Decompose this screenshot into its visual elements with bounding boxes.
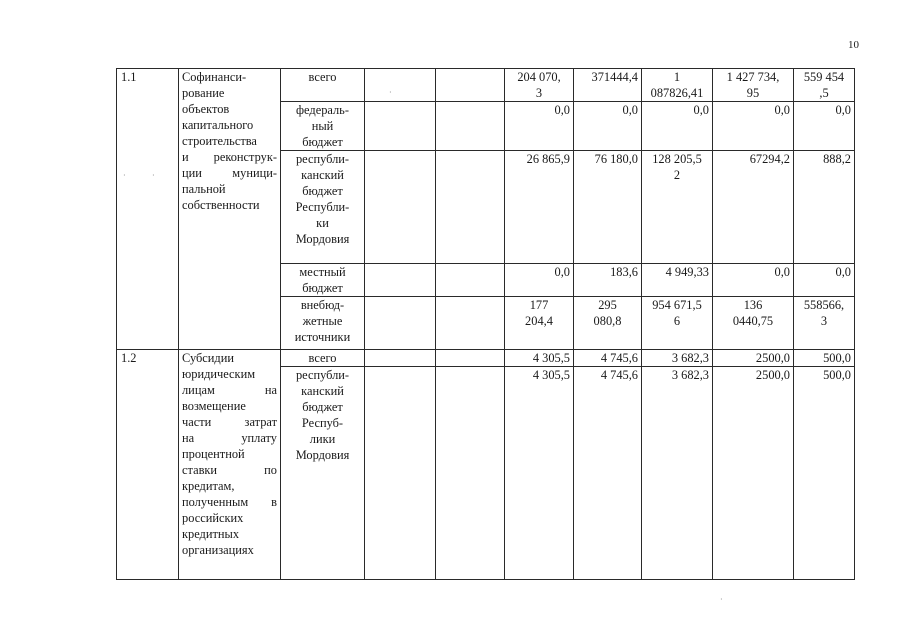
text-line: 0,0	[693, 103, 709, 117]
text-line: 559 454	[803, 70, 845, 84]
text-line: капитального	[182, 118, 254, 132]
scan-speck: ·	[152, 171, 155, 180]
page-number: 10	[848, 39, 859, 51]
value-cell	[794, 264, 855, 297]
value-cell	[713, 297, 794, 350]
item-code-cell	[117, 350, 179, 580]
text-line: лики	[309, 432, 336, 446]
value-cell	[713, 69, 794, 102]
text-line: Респуб-	[301, 416, 344, 430]
text-line: ки	[316, 216, 329, 230]
text-line: 4 949,33	[665, 265, 709, 279]
funding-source-cell	[281, 151, 365, 264]
text-line: 087826,41	[650, 86, 704, 100]
text-line: кредитам,	[182, 479, 235, 493]
text-line: и реконструк-	[182, 150, 277, 164]
funding-source-cell	[281, 264, 365, 297]
text-line: ции муници-	[182, 166, 277, 180]
scan-speck: ·	[389, 88, 392, 97]
text-line: Мордовия	[295, 448, 350, 462]
text-line: 3 682,3	[671, 368, 709, 382]
text-line: федераль-	[296, 103, 349, 117]
value-cell	[794, 297, 855, 350]
value-cell	[794, 367, 855, 580]
program-funding-table	[116, 68, 855, 580]
text-line: ,5	[819, 86, 829, 100]
text-line: 1	[673, 70, 681, 84]
scan-speck: ·	[123, 171, 126, 180]
text-line: 4 305,5	[532, 368, 570, 382]
empty-cell	[365, 151, 436, 264]
empty-cell	[365, 367, 436, 580]
text-line: 954 671,5	[652, 298, 702, 312]
text-line: 2500,0	[755, 368, 790, 382]
value-cell	[505, 264, 574, 297]
empty-cell	[436, 102, 505, 151]
text-line: бюджет	[302, 184, 343, 198]
value-cell	[574, 151, 642, 264]
text-line: 177	[529, 298, 549, 312]
item-code: 1.2	[121, 351, 137, 365]
text-line: собственности	[182, 198, 260, 212]
text-line: 0,0	[554, 103, 570, 117]
empty-cell	[365, 297, 436, 350]
text-line: канский	[301, 168, 344, 182]
text-line: 204 070,	[517, 70, 561, 84]
item-name-cell	[179, 69, 281, 350]
text-line: 2500,0	[755, 351, 790, 365]
text-line: кредитных	[182, 527, 240, 541]
text-line: жетные	[302, 314, 343, 328]
table-row	[117, 69, 855, 102]
value-cell	[794, 151, 855, 264]
value-cell	[505, 367, 574, 580]
text-line: 26 865,9	[526, 152, 570, 166]
item-code: 1.1	[121, 70, 137, 84]
value-cell	[574, 350, 642, 367]
text-line: организациях	[182, 543, 254, 557]
funding-source-cell	[281, 367, 365, 580]
text-line: Мордовия	[295, 232, 350, 246]
value-cell	[794, 69, 855, 102]
value-cell	[574, 102, 642, 151]
text-line: 888,2	[823, 152, 851, 166]
text-line: 3	[820, 314, 828, 328]
text-line: 0,0	[774, 265, 790, 279]
text-line: 295	[598, 298, 617, 312]
text-line: 0,0	[554, 265, 570, 279]
value-cell	[794, 350, 855, 367]
text-line: 080,8	[593, 314, 622, 328]
text-line: внебюд-	[300, 298, 345, 312]
text-line: ставки по	[182, 463, 277, 477]
text-line: 558566,	[803, 298, 845, 312]
empty-cell	[365, 264, 436, 297]
value-cell	[642, 151, 713, 264]
value-cell	[505, 102, 574, 151]
text-line: 0440,75	[732, 314, 774, 328]
value-cell	[713, 151, 794, 264]
text-line: возмещение	[182, 399, 246, 413]
text-line: рование	[182, 86, 225, 100]
empty-cell	[365, 102, 436, 151]
scan-speck: ·	[720, 595, 723, 604]
text-line: Софинанси-	[182, 70, 247, 84]
text-line: 136	[743, 298, 763, 312]
text-line: местный	[299, 265, 346, 279]
text-line: 128 205,5	[652, 152, 702, 166]
value-cell	[642, 264, 713, 297]
text-line: всего	[308, 70, 337, 84]
text-line: пальной	[182, 182, 226, 196]
empty-cell	[436, 151, 505, 264]
value-cell	[505, 151, 574, 264]
text-line: 500,0	[823, 368, 851, 382]
text-line: российских	[182, 511, 244, 525]
text-line: всего	[308, 351, 337, 365]
value-cell	[713, 367, 794, 580]
text-line: 1 427 734,	[726, 70, 780, 84]
empty-cell	[365, 350, 436, 367]
text-line: 0,0	[622, 103, 638, 117]
empty-cell	[436, 297, 505, 350]
text-line: Республи-	[295, 200, 350, 214]
text-line: 0,0	[835, 265, 851, 279]
text-line: 500,0	[823, 351, 851, 365]
item-name-cell	[179, 350, 281, 580]
value-cell	[505, 69, 574, 102]
text-line: процентной	[182, 447, 245, 461]
text-line: 0,0	[774, 103, 790, 117]
value-cell	[713, 264, 794, 297]
value-cell	[574, 69, 642, 102]
text-line: 204,4	[525, 314, 553, 328]
empty-cell	[436, 264, 505, 297]
text-line: ный	[311, 119, 334, 133]
text-line: 2	[673, 168, 681, 182]
text-line: 183,6	[610, 265, 638, 279]
value-cell	[574, 297, 642, 350]
empty-cell	[436, 350, 505, 367]
value-cell	[794, 102, 855, 151]
text-line: республи-	[295, 368, 350, 382]
value-cell	[505, 297, 574, 350]
text-line: бюджет	[302, 400, 343, 414]
value-cell	[642, 367, 713, 580]
text-line: бюджет	[302, 281, 343, 295]
value-cell	[574, 367, 642, 580]
text-line: части затрат	[182, 415, 277, 429]
text-line: полученным в	[182, 495, 277, 509]
text-line: 0,0	[835, 103, 851, 117]
text-line: объектов	[182, 102, 230, 116]
value-cell	[642, 102, 713, 151]
value-cell	[713, 350, 794, 367]
empty-cell	[436, 367, 505, 580]
value-cell	[642, 350, 713, 367]
value-cell	[642, 69, 713, 102]
funding-source-cell	[281, 297, 365, 350]
empty-cell	[436, 69, 505, 102]
text-line: на уплату	[182, 431, 277, 445]
text-line: 3	[535, 86, 543, 100]
text-line: 67294,2	[749, 152, 790, 166]
value-cell	[713, 102, 794, 151]
text-line: строительства	[182, 134, 257, 148]
empty-cell	[365, 69, 436, 102]
text-line: источники	[294, 330, 351, 344]
text-line: республи-	[295, 152, 350, 166]
funding-source-cell	[281, 102, 365, 151]
text-line: канский	[301, 384, 344, 398]
value-cell	[574, 264, 642, 297]
item-code-cell	[117, 69, 179, 350]
funding-source-cell	[281, 350, 365, 367]
text-line: 95	[746, 86, 760, 100]
text-line: 4 745,6	[600, 368, 638, 382]
text-line: 6	[673, 314, 681, 328]
text-line: бюджет	[302, 135, 343, 149]
text-line: лицам на	[182, 383, 277, 397]
funding-source-cell	[281, 69, 365, 102]
text-line: 76 180,0	[594, 152, 638, 166]
table-row	[117, 350, 855, 367]
text-line: 4 745,6	[600, 351, 638, 365]
value-cell	[505, 350, 574, 367]
text-line: 4 305,5	[532, 351, 570, 365]
text-line: 371444,4	[591, 70, 638, 84]
text-line: Субсидии	[182, 351, 234, 365]
text-line: юридическим	[182, 367, 256, 381]
value-cell	[642, 297, 713, 350]
text-line: 3 682,3	[671, 351, 709, 365]
